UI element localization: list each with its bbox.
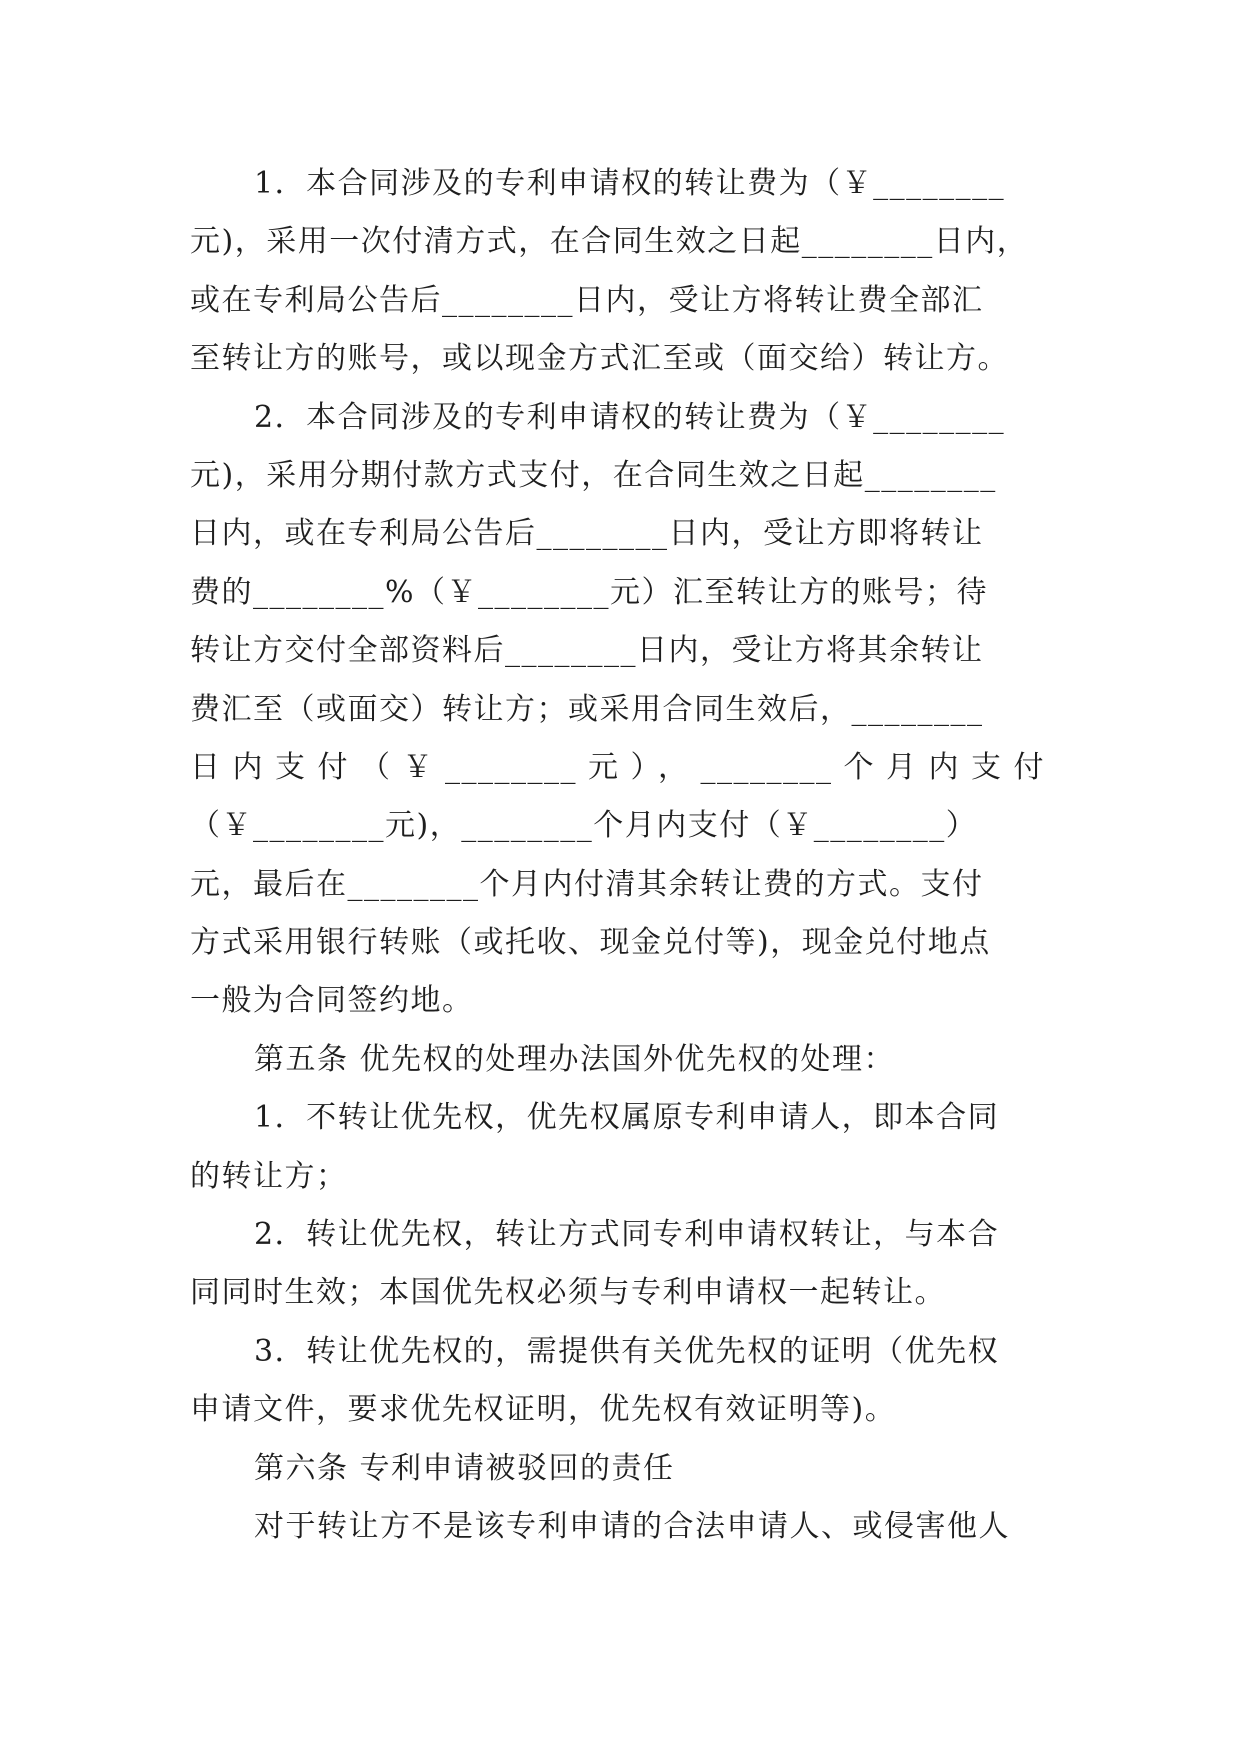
document-body xyxy=(190,155,1045,1556)
text-line: 或在专利局公告后________日内，受让方将转让费全部汇 xyxy=(190,282,984,318)
article-heading: 第六条 专利申请被驳回的责任 xyxy=(254,1450,675,1486)
article-heading: 第五条 优先权的处理办法国外优先权的处理： xyxy=(254,1041,896,1077)
text-line: 方式采用银行转账（或托收、现金兑付等)，现金兑付地点 xyxy=(190,925,991,961)
text-line: 费汇至（或面交）转让方；或采用合同生效后，________ xyxy=(190,691,984,727)
text-line: 1．本合同涉及的专利申请权的转让费为（￥________ xyxy=(254,166,1006,201)
text-line: 元)，采用分期付款方式支付，在合同生效之日起________ xyxy=(190,457,997,493)
text-line: 3．转让优先权的，需提供有关优先权的证明（优先权 xyxy=(254,1333,1000,1369)
text-line: （￥________元)，________个月内支付（￥________） xyxy=(190,808,978,844)
text-line: 转让方交付全部资料后________日内，受让方将其余转让 xyxy=(190,633,984,669)
text-line: 一般为合同签约地。 xyxy=(190,983,474,1019)
text-line: 费的________%（￥________元）汇至转让方的账号；待 xyxy=(190,574,989,610)
text-line: 元，最后在________个月内付清其余转让费的方式。支付 xyxy=(190,866,984,902)
text-line: 2．转让优先权，转让方式同专利申请权转让，与本合 xyxy=(254,1217,1000,1253)
text-line: 对于转让方不是该专利申请的合法申请人、或侵害他人 xyxy=(254,1508,1010,1544)
text-line: 的转让方； xyxy=(190,1158,348,1194)
text-line: 申请文件，要求优先权证明，优先权有效证明等)。 xyxy=(190,1392,897,1428)
text-line: 日内，或在专利局公告后________日内，受让方即将转让 xyxy=(190,516,984,552)
text-line: 日内支付（￥________元），________个月内支付 xyxy=(190,749,1045,785)
text-line: 元)，采用一次付清方式，在合同生效之日起________日内， xyxy=(190,224,1029,260)
text-line: 至转让方的账号，或以现金方式汇至或（面交给）转让方。 xyxy=(190,341,1009,377)
text-line: 同同时生效；本国优先权必须与专利申请权一起转让。 xyxy=(190,1275,946,1311)
text-line: 1．不转让优先权，优先权属原专利申请人，即本合同 xyxy=(254,1100,1000,1136)
text-line: 2．本合同涉及的专利申请权的转让费为（￥________ xyxy=(254,399,1006,435)
